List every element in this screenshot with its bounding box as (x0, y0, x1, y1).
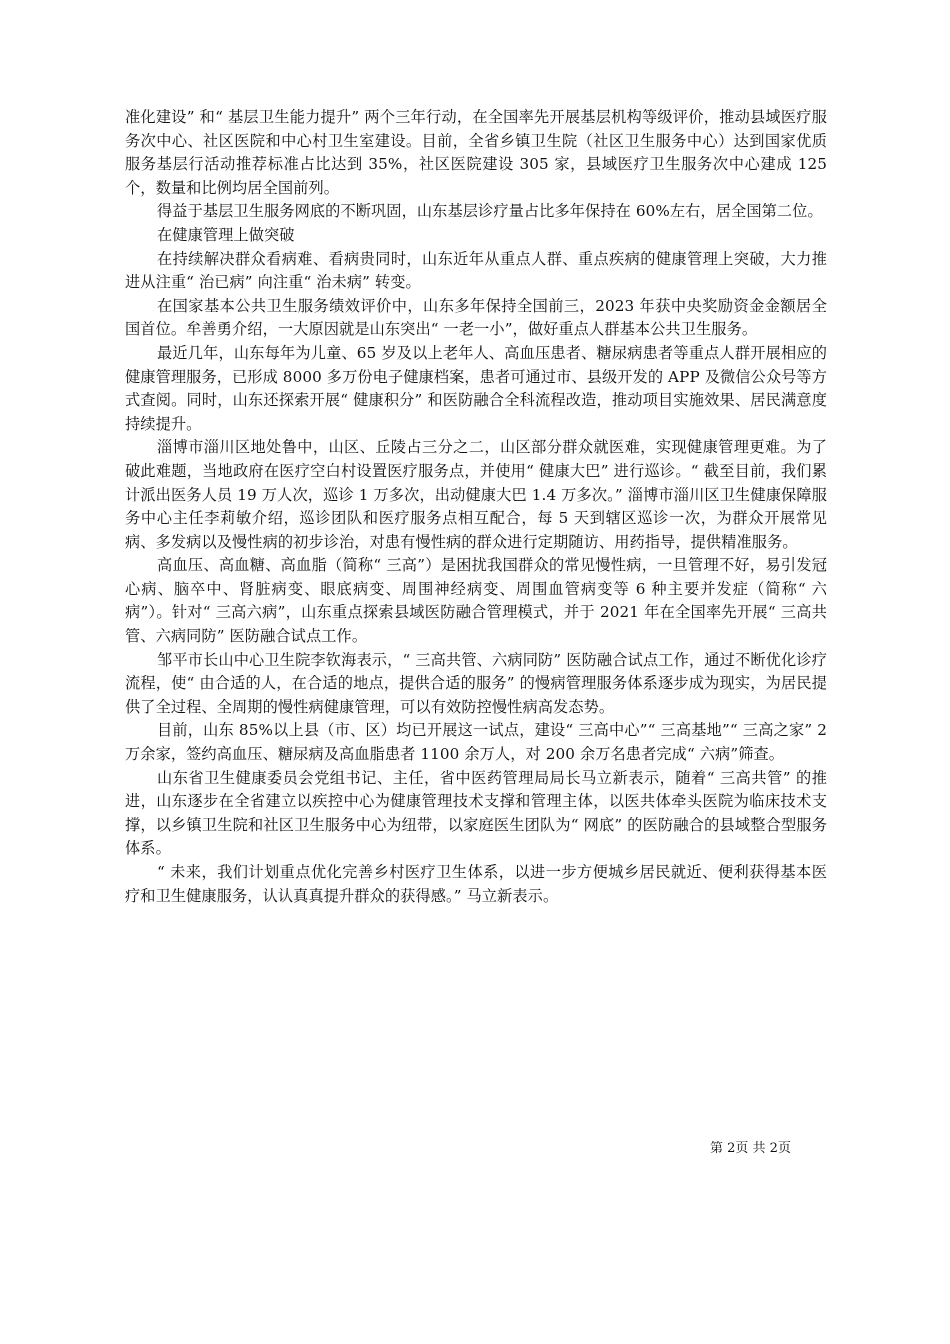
page-number-footer: 第 2页 共 2页 (710, 1141, 791, 1156)
paragraph-9: 邹平市长山中心卫生院李钦海表示，“ 三高共管、六病同防” 医防融合试点工作，通过不断优化诊疗流程，使“ 由合适的人，在合适的地点，提供合适的服务” 的慢病管理服务体系逐步成为现实，为居民提供了全过程、全周期的慢性病健康管理，可以有效防控慢性病高发态势。 (125, 650, 827, 716)
paragraph-10: 目前，山东 85%以上县（市、区）均已开展这一试点，建设“ 三高中心”“ 三高基地”“ 三高之家” 2 万余家，签约高血压、糖尿病及高血脂患者 1100 余万人，对 200 余万名患者完成“ 六病”筛查。 (125, 721, 827, 764)
paragraph-11: 山东省卫生健康委员会党组书记、主任，省中医药管理局局长马立新表示，随着“ 三高共管” 的推进，山东逐步在全省建立以疾控中心为健康管理技术支撑和管理主体，以医共体牵头医院为临床技术支撑，以乡镇卫生院和社区卫生服务中心为纽带，以家庭医生团队为“ 网底” 的医防融合的县域整合型服务体系。 (125, 768, 827, 858)
paragraph-4: 在持续解决群众看病难、看病贵同时，山东近年从重点人群、重点疾病的健康管理上突破，大力推进从注重“ 治已病” 向注重“ 治未病” 转变。 (125, 249, 827, 292)
paragraph-5: 在国家基本公共卫生服务绩效评价中，山东多年保持全国前三，2023 年获中央奖励资金金额居全国首位。牟善勇介绍，一大原因就是山东突出“ 一老一小”，做好重点人群基本公共卫生服务。 (125, 296, 827, 339)
section-heading: 在健康管理上做突破 (157, 225, 295, 244)
paragraph-1: 准化建设” 和“ 基层卫生能力提升” 两个三年行动，在全国率先开展基层机构等级评价，推动县域医疗服务次中心、社区医院和中心村卫生室建设。目前，全省乡镇卫生院（社区卫生服务中心）达到国家优质服务基层行活动推荐标准占比达到 35%，社区医院建设 305 家，县域医疗卫生服务次中心建成 125 个，数量和比例均居全国前列。 (125, 108, 827, 197)
paragraph-2: 得益于基层卫生服务网底的不断巩固，山东基层诊疗量占比多年保持在 60%左右，居全国第二位。 (157, 202, 823, 221)
paragraph-6: 最近几年，山东每年为儿童、65 岁及以上老年人、高血压患者、糖尿病患者等重点人群开展相应的健康管理服务，已形成 8000 多万份电子健康档案，患者可通过市、县级开发的 APP 及微信公众号等方式查阅。同时，山东还探索开展“ 健康积分” 和医防融合全科流程改造，推动项目实施效果、居民满意度持续提升。 (125, 343, 827, 433)
article-body (125, 106, 827, 908)
paragraph-8: 高血压、高血糖、高血脂（简称“ 三高”）是困扰我国群众的常见慢性病，一旦管理不好，易引发冠心病、脑卒中、肾脏病变、眼底病变、周围神经病变、周围血管病变等 6 种主要并发症（简称“ 六病”）。针对“ 三高六病”，山东重点探索县域医防融合管理模式，并于 2021 年在全国率先开展“ 三高共管、六病同防” 医防融合试点工作。 (125, 556, 827, 646)
paragraph-12: “ 未来，我们计划重点优化完善乡村医疗卫生体系，以进一步方便城乡居民就近、便利获得基本医疗和卫生健康服务，认认真真提升群众的获得感。” 马立新表示。 (125, 863, 827, 905)
paragraph-7: 淄博市淄川区地处鲁中，山区、丘陵占三分之二，山区部分群众就医难，实现健康管理更难。为了破此难题，当地政府在医疗空白村设置医疗服务点，并使用“ 健康大巴” 进行巡诊。“ 截至目前，我们累计派出医务人员 19 万人次，巡诊 1 万多次，出动健康大巴 1.4 万多次。” 淄博市淄川区卫生健康保障服务中心主任李莉敏介绍，巡诊团队和医疗服务点相互配合，每 5 天到辖区巡诊一次，为群众开展常见病、多发病以及慢性病的初步诊治，对患有慢性病的群众进行定期随访、用药指导，提供精准服务。 (125, 438, 827, 551)
